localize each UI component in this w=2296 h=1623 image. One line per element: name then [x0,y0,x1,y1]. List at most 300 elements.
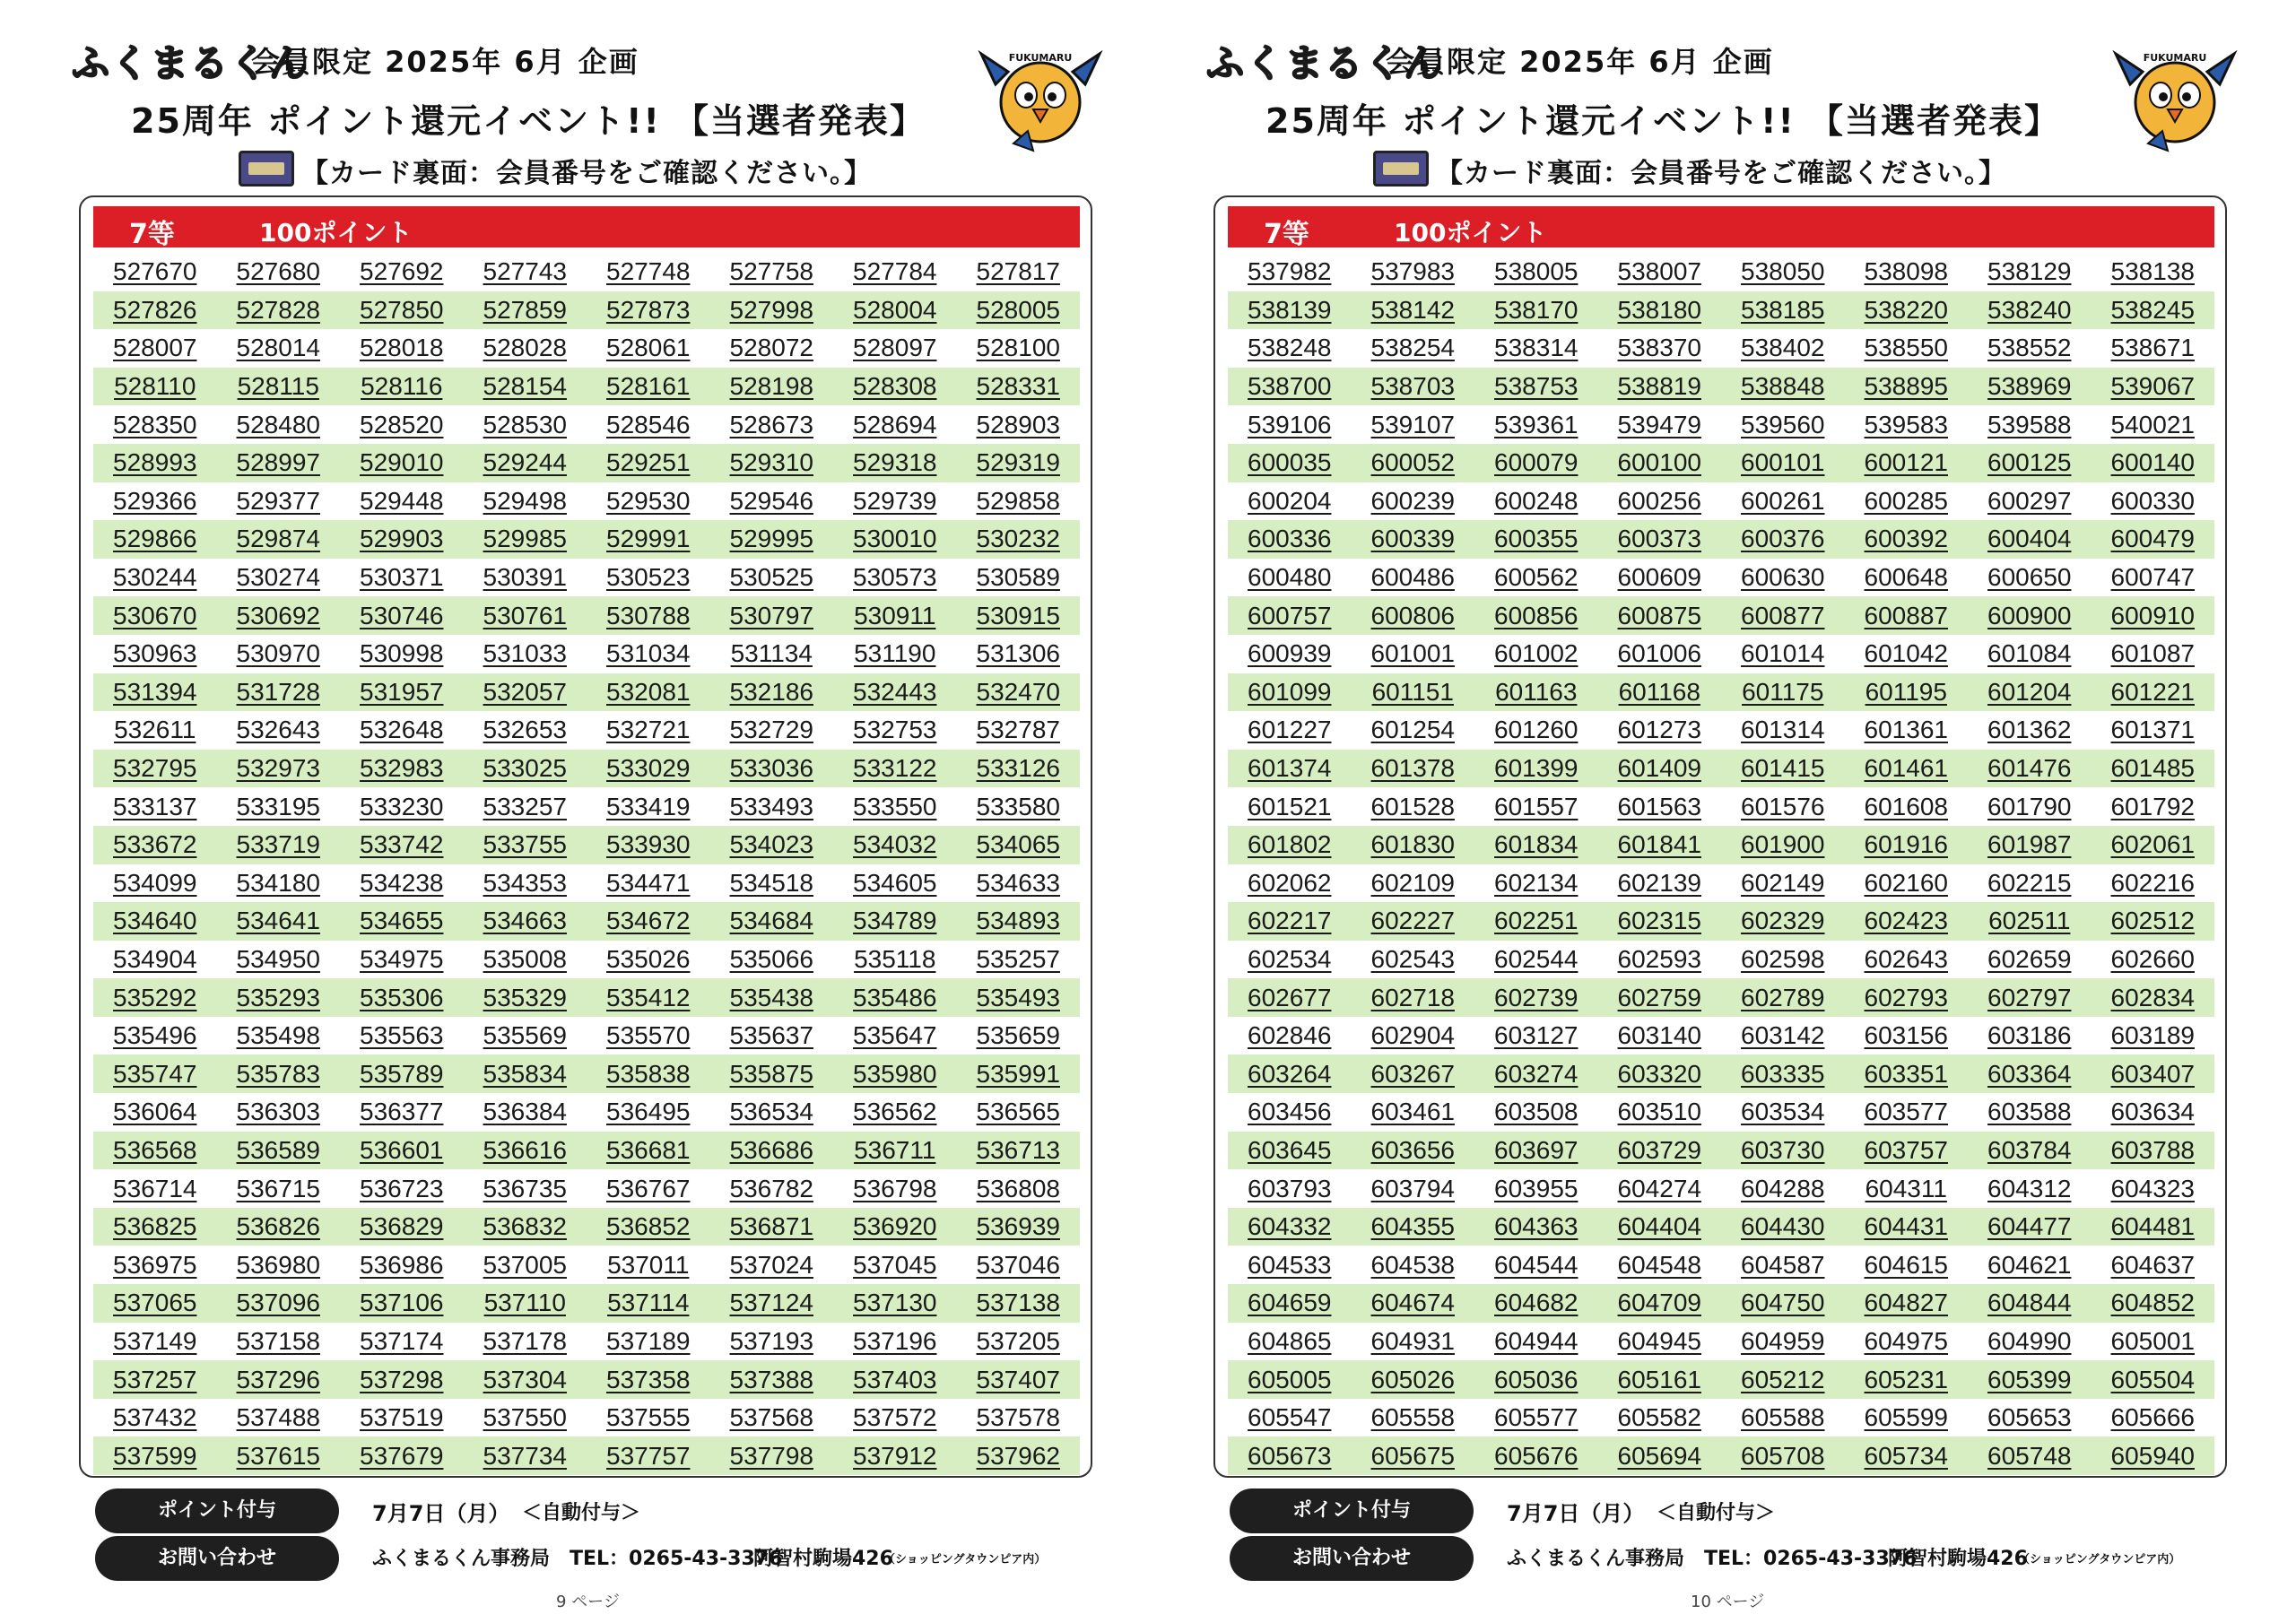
member-number-cell: 536825 [113,1212,197,1241]
member-number-cell: 530573 [853,563,937,592]
member-number-cell: 537358 [606,1365,691,1393]
member-number-cell: 605577 [1494,1403,1578,1432]
member-number-cell: 601084 [1987,639,2072,668]
member-number-cell: 602149 [1741,868,1825,897]
member-number-cell: 529903 [360,525,444,553]
table-row [1228,520,2214,559]
member-number-cell: 528028 [483,334,567,362]
member-number-cell: 601361 [1864,716,1948,744]
member-number-cell: 527873 [606,295,691,324]
member-number-cell: 601830 [1370,830,1455,859]
member-number-cell: 602216 [2110,868,2195,897]
table-row [1228,444,2214,482]
table-row [93,1284,1080,1323]
member-number-cell: 600140 [2110,448,2195,477]
member-number-cell: 603407 [2110,1059,2195,1088]
member-number-cell: 536852 [606,1212,691,1241]
member-number-cell: 533493 [729,792,813,820]
table-row [93,1399,1080,1437]
member-number-cell: 536767 [606,1174,691,1202]
member-number-cell: 603730 [1741,1135,1825,1164]
table-row [1228,1017,2214,1055]
member-number-cell: 600562 [1494,563,1578,592]
member-number-cell: 530761 [483,601,567,629]
member-number-cell: 601204 [1987,677,2072,706]
member-number-cell: 537130 [853,1289,937,1317]
table-row [1228,1208,2214,1246]
member-number-cell: 604621 [1987,1250,2072,1279]
member-number-cell: 537205 [976,1326,1060,1355]
page-number: 10 ページ [1691,1593,1765,1611]
member-number-cell: 603510 [1617,1098,1701,1126]
member-number-cell: 538098 [1864,257,1948,286]
member-number-cell: 536939 [976,1212,1060,1241]
member-number-cell: 605558 [1370,1403,1455,1432]
member-number-cell: 601563 [1617,792,1701,820]
table-row [1228,291,2214,330]
member-number-cell: 601461 [1864,754,1948,783]
member-number-cell: 535496 [113,1021,197,1050]
member-number-cell: 538240 [1987,295,2072,324]
member-number-cell: 536782 [729,1174,813,1202]
member-number-cell: 604355 [1370,1212,1455,1241]
member-number-cell: 600239 [1370,486,1455,515]
member-number-cell: 535498 [236,1021,320,1050]
member-number-cell: 536829 [360,1212,444,1241]
member-number-cell: 600204 [1248,486,1332,515]
member-number-cell: 600248 [1494,486,1578,515]
member-number-cell: 527998 [729,295,813,324]
member-number-cell: 530010 [853,525,937,553]
member-number-cell: 528997 [236,448,320,477]
member-number-cell: 529448 [360,486,444,515]
table-row [1228,978,2214,1017]
member-number-cell: 533550 [853,792,937,820]
member-number-cell: 532611 [114,716,196,744]
table-row [1228,482,2214,521]
member-number-cell: 539588 [1987,410,2072,438]
page-title: 25周年 ポイント還元イベント!! 【当選者発表】 [131,101,926,141]
member-number-cell: 528100 [976,334,1060,362]
member-number-cell: 534353 [483,868,567,897]
member-number-cell: 601476 [1987,754,2072,783]
table-row [93,902,1080,941]
member-number-cell: 539479 [1617,410,1701,438]
member-number-cell: 528061 [606,334,691,362]
member-number-cell: 605666 [2110,1403,2195,1432]
contact-office: ふくまるくん事務局 [1507,1548,1685,1570]
member-number-cell: 604827 [1864,1289,1948,1317]
member-number-cell: 527784 [853,257,937,286]
table-row [93,711,1080,750]
member-number-cell: 537615 [236,1441,320,1470]
member-number-cell: 528072 [729,334,813,362]
member-number-cell: 602217 [1248,907,1332,935]
member-number-cell: 602759 [1617,983,1701,1011]
member-number-cell: 537550 [483,1403,567,1432]
member-number-cell: 527748 [606,257,691,286]
member-number-cell: 603534 [1741,1098,1825,1126]
member-number-cell: 601195 [1865,677,1947,706]
table-row [1228,1093,2214,1132]
member-number-cell: 600121 [1864,448,1948,477]
member-number-cell: 538819 [1617,372,1701,401]
member-number-cell: 538703 [1370,372,1455,401]
member-number-cell: 537114 [607,1289,690,1317]
member-number-cell: 537403 [853,1365,937,1393]
member-number-cell: 528546 [606,410,691,438]
member-number-cell: 534180 [236,868,320,897]
member-number-cell: 529546 [729,486,813,515]
member-number-cell: 600900 [1987,601,2072,629]
member-number-cell: 537149 [113,1326,197,1355]
member-number-cell: 537962 [976,1441,1060,1470]
member-number-cell: 529530 [606,486,691,515]
member-number-cell: 531306 [976,639,1060,668]
member-number-cell: 538007 [1617,257,1701,286]
member-number-cell: 533755 [483,830,567,859]
member-number-cell: 530244 [113,563,197,592]
member-number-cell: 600910 [2110,601,2195,629]
member-number-cell: 534605 [853,868,937,897]
member-number-cell: 536986 [360,1250,444,1279]
member-number-cell: 534684 [729,907,813,935]
member-number-cell: 602677 [1248,983,1332,1011]
member-number-cell: 535659 [976,1021,1060,1050]
member-number-cell: 605599 [1864,1403,1948,1432]
member-number-cell: 600285 [1864,486,1948,515]
member-number-cell: 601841 [1617,830,1701,859]
member-number-cell: 528004 [853,295,937,324]
table-row [93,750,1080,788]
member-number-cell: 535789 [360,1059,444,1088]
table-row [1228,368,2214,406]
member-number-cell: 601485 [2110,754,2195,783]
member-number-cell: 601521 [1248,792,1332,820]
member-number-cell: 605504 [2110,1365,2195,1393]
member-number-cell: 601900 [1741,830,1825,859]
member-number-cell: 605161 [1617,1365,1701,1393]
member-number-cell: 601314 [1741,716,1825,744]
member-number-cell: 536616 [483,1135,567,1164]
member-number-cell: 535563 [360,1021,444,1050]
member-number-cell: 602797 [1987,983,2072,1011]
member-number-cell: 535569 [483,1021,567,1050]
mascot-image [978,45,1103,152]
member-number-cell: 604674 [1370,1289,1455,1317]
member-number-cell: 532753 [853,716,937,744]
member-number-cell: 603729 [1617,1135,1701,1164]
member-number-cell: 600261 [1741,486,1825,515]
table-row [93,559,1080,597]
member-number-cell: 533672 [113,830,197,859]
member-number-cell: 604274 [1617,1174,1701,1202]
point-grant-note: ＜自動付与＞ [1657,1502,1776,1524]
member-number-cell: 602215 [1987,868,2072,897]
member-number-cell: 527692 [360,257,444,286]
member-number-cell: 536723 [360,1174,444,1202]
member-number-cell: 534789 [853,907,937,935]
member-number-cell: 600486 [1370,563,1455,592]
member-number-cell: 536832 [483,1212,567,1241]
member-number-cell: 532787 [976,716,1060,744]
member-number-cell: 604975 [1864,1326,1948,1355]
member-number-cell: 531190 [854,639,936,668]
member-number-cell: 538552 [1987,334,2072,362]
member-number-cell: 528097 [853,334,937,362]
mascot-label: FUKUMARU [2143,52,2207,64]
member-number-cell: 530589 [976,563,1060,592]
member-number-cell: 604944 [1494,1326,1578,1355]
member-number-cell: 538050 [1741,257,1825,286]
member-number-cell: 537388 [729,1365,813,1393]
member-number-cell: 601528 [1370,792,1455,820]
member-number-cell: 539067 [2110,372,2195,401]
member-number-cell: 528673 [729,410,813,438]
contact-address: 阿智村駒場426 [1888,1548,2028,1570]
table-row [93,1055,1080,1093]
table-row [1228,1169,2214,1208]
member-number-cell: 530692 [236,601,320,629]
member-number-cell: 537005 [483,1250,567,1279]
member-number-cell: 538142 [1370,295,1455,324]
member-number-cell: 600875 [1617,601,1701,629]
member-number-cell: 600757 [1248,601,1332,629]
document-page-10 [1206,0,2296,1623]
member-number-cell: 605653 [1987,1403,2072,1432]
point-grant-date: 7月7日（月） [372,1501,510,1526]
member-number-cell: 535838 [606,1059,691,1088]
member-number-cell: 528331 [976,372,1060,401]
member-number-cell: 537045 [853,1250,937,1279]
member-number-cell: 601362 [1987,716,2072,744]
member-number-cell: 534023 [729,830,813,859]
table-row [1228,711,2214,750]
member-number-cell: 603351 [1864,1059,1948,1088]
table-row [93,482,1080,521]
member-number-cell: 534471 [606,868,691,897]
member-number-cell: 601987 [1987,830,2072,859]
point-grant-date: 7月7日（月） [1507,1501,1645,1526]
member-number-cell: 531394 [113,677,197,706]
member-number-cell: 537599 [113,1441,197,1470]
member-number-cell: 537407 [976,1365,1060,1393]
table-row [1228,253,2214,291]
table-row [93,253,1080,291]
table-row [93,978,1080,1017]
contact-phone: TEL：0265-43-3376 [570,1548,783,1570]
member-number-cell: 604682 [1494,1289,1578,1317]
table-row [1228,635,2214,673]
table-row [93,826,1080,864]
member-number-cell: 604844 [1987,1289,2072,1317]
member-number-cell: 602062 [1248,868,1332,897]
member-number-cell: 534950 [236,944,320,973]
member-number-cell: 537257 [113,1365,197,1393]
member-number-cell: 604945 [1617,1326,1701,1355]
mascot-image [2112,45,2238,152]
member-number-cell: 538248 [1248,334,1332,362]
table-row [1228,329,2214,368]
member-number-cell: 537189 [606,1326,691,1355]
table-row [93,1132,1080,1170]
member-number-cell: 604323 [2110,1174,2195,1202]
member-number-cell: 538254 [1370,334,1455,362]
winners-panel [1213,195,2227,1478]
member-number-cell: 537983 [1370,257,1455,286]
member-number-cell: 603656 [1370,1135,1455,1164]
member-number-cell: 605694 [1617,1441,1701,1470]
member-number-cell: 601790 [1987,792,2072,820]
member-number-cell: 530523 [606,563,691,592]
member-number-cell: 537110 [483,1289,566,1317]
member-number-cell: 602160 [1864,868,1948,897]
member-number-cell: 604659 [1248,1289,1332,1317]
mascot-label: FUKUMARU [1008,52,1073,64]
table-row [1228,1399,2214,1437]
member-number-cell: 602904 [1370,1021,1455,1050]
member-number-cell: 605231 [1864,1365,1948,1393]
member-number-cell: 527850 [360,295,444,324]
table-row [93,787,1080,826]
member-number-cell: 603335 [1741,1059,1825,1088]
table-row [1228,1245,2214,1284]
table-row [1228,787,2214,826]
member-number-cell: 536798 [853,1174,937,1202]
member-number-cell: 601608 [1864,792,1948,820]
member-number-cell: 602659 [1987,944,2072,973]
member-number-cell: 536871 [729,1212,813,1241]
member-number-cell: 533029 [606,754,691,783]
member-number-cell: 534672 [606,907,691,935]
member-number-cell: 604990 [1987,1326,2072,1355]
table-row [1228,1132,2214,1170]
member-number-cell: 600100 [1617,448,1701,477]
member-number-cell: 605675 [1370,1441,1455,1470]
prize-points: 100ポイント [1394,218,1547,247]
member-number-cell: 604587 [1741,1250,1825,1279]
member-number-cell: 529251 [606,448,691,477]
member-number-cell: 536589 [236,1135,320,1164]
member-number-cell: 601374 [1248,754,1332,783]
member-number-cell: 528993 [113,448,197,477]
member-number-cell: 528198 [729,372,813,401]
member-number-cell: 600650 [1987,563,2072,592]
member-number-cell: 534640 [113,907,197,935]
member-number-cell: 538671 [2110,334,2195,362]
member-number-cell: 538753 [1494,372,1578,401]
member-number-cell: 534065 [976,830,1060,859]
member-number-cell: 537046 [976,1250,1060,1279]
member-number-cell: 538005 [1494,257,1578,286]
table-row [93,596,1080,635]
member-number-cell: 537178 [483,1326,567,1355]
member-number-cell: 532973 [236,754,320,783]
member-number-cell: 601802 [1248,830,1332,859]
member-number-cell: 533036 [729,754,813,783]
member-number-cell: 600747 [2110,563,2195,592]
table-row [1228,596,2214,635]
member-number-cell: 533719 [236,830,320,859]
table-row [93,1436,1080,1475]
member-number-cell: 530788 [606,601,691,629]
member-number-cell: 530274 [236,563,320,592]
member-number-cell: 535306 [360,983,444,1011]
member-number-cell: 605673 [1248,1441,1332,1470]
member-number-cell: 530670 [113,601,197,629]
member-number-cell: 528116 [361,372,443,401]
member-number-cell: 532648 [360,716,444,744]
member-number-cell: 600339 [1370,525,1455,553]
member-number-cell: 604311 [1865,1174,1947,1202]
member-number-cell: 605212 [1741,1365,1825,1393]
member-number-cell: 605005 [1248,1365,1332,1393]
member-number-cell: 528480 [236,410,320,438]
member-number-cell: 534655 [360,907,444,935]
member-number-cell: 602544 [1494,944,1578,973]
member-number-cell: 605582 [1617,1403,1701,1432]
member-number-cell: 604481 [2110,1212,2195,1241]
member-number-cell: 527817 [976,257,1060,286]
member-number-cell: 538848 [1741,372,1825,401]
member-number-cell: 604538 [1370,1250,1455,1279]
member-number-cell: 538185 [1741,295,1825,324]
member-number-cell: 602846 [1248,1021,1332,1050]
contact-address-note: （ショッピングタウンピア内） [883,1553,1047,1567]
member-number-cell: 603645 [1248,1135,1332,1164]
member-number-cell: 604430 [1741,1212,1825,1241]
member-number-cell: 538170 [1494,295,1578,324]
member-number-cell: 600806 [1370,601,1455,629]
prize-points: 100ポイント [259,218,413,247]
member-number-cell: 530915 [976,601,1060,629]
member-number-cell: 537024 [729,1250,813,1279]
member-number-cell: 603156 [1864,1021,1948,1050]
member-number-cell: 605734 [1864,1441,1948,1470]
card-check-note: 【カード裏面：会員番号をご確認ください。】 [301,158,872,189]
member-number-cell: 530797 [729,601,813,629]
member-number-cell: 603794 [1370,1174,1455,1202]
member-number-cell: 603634 [2110,1098,2195,1126]
member-number-cell: 531033 [483,639,567,668]
table-row [93,444,1080,482]
member-number-cell: 537578 [976,1403,1060,1432]
member-number-cell: 537488 [236,1403,320,1432]
member-number-cell: 535293 [236,983,320,1011]
member-number-cell: 529995 [729,525,813,553]
member-number-cell: 536808 [976,1174,1060,1202]
member-number-cell: 603127 [1494,1021,1578,1050]
member-number-cell: 602739 [1494,983,1578,1011]
member-number-cell: 601221 [2110,677,2195,706]
member-number-cell: 602512 [2110,907,2195,935]
table-row [93,368,1080,406]
member-number-cell: 602718 [1370,983,1455,1011]
member-number-cell: 601151 [1371,677,1454,706]
member-number-cell: 537096 [236,1289,320,1317]
table-row [1228,1284,2214,1323]
member-number-cell: 540021 [2110,410,2195,438]
member-number-cell: 602134 [1494,868,1578,897]
member-number-cell: 600376 [1741,525,1825,553]
member-number-cell: 539106 [1248,410,1332,438]
member-number-cell: 536562 [853,1098,937,1126]
member-number-cell: 531034 [606,639,691,668]
member-number-cell: 538700 [1248,372,1332,401]
member-number-cell: 536713 [976,1135,1060,1164]
member-number-cell: 602251 [1494,907,1578,935]
member-number-cell: 604865 [1248,1326,1332,1355]
